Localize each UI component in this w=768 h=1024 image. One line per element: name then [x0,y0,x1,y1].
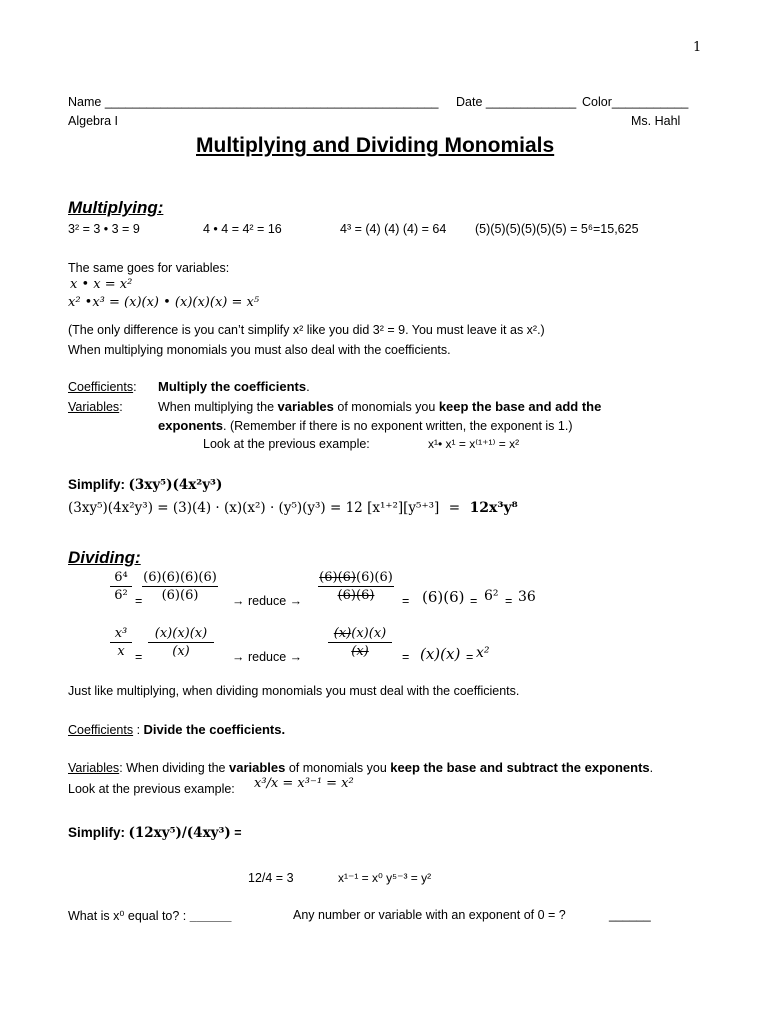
div-previous-example-label: Look at the previous example: [68,782,235,796]
simplify-expression: (12xy⁵)/(4xy³) [128,825,231,841]
coefficients-rule-period: . [306,379,310,394]
div-work-variables: x¹⁻¹ = x⁰ y⁵⁻³ = y² [338,871,432,885]
fraction-6-reduced [318,570,394,603]
variables-rule-text2: of monomials you [333,400,439,414]
question-zero-exponent-text: Any number or variable with an exponent of 0 = ? [293,908,566,922]
color-field[interactable]: Color___________ [582,95,689,109]
fraction-denominator: (x) [351,644,369,659]
variables-rule-bold2: keep the base and subtract the exponents [390,760,650,775]
dividing-intro: Just like multiplying, when dividing monomials you must deal with the coefficients. [68,684,520,698]
variables-colon: : [119,400,123,414]
fraction-numerator: x³ [114,626,128,641]
page-title: Multiplying and Dividing Monomials [196,134,555,157]
variables-label: Variables [68,761,120,775]
mult-note-1: (The only difference is you can’t simplify x² like you did 3² = 9. You must leave it as x².) [68,323,545,337]
question-zero-exponent [293,908,566,922]
fraction-numerator [318,570,394,585]
div-variables-row [68,760,653,775]
coefficients-rule-text: Multiply the coefficients [158,379,307,394]
mult-variables-rule-line2 [158,418,573,433]
variables-rule-bold3: exponents [158,418,224,433]
simplify-equals: = [234,826,242,840]
teacher-name: Ms. Hahl [631,114,681,128]
remaining-factors: (6)(6) [356,570,393,585]
answer-blank[interactable]: ______ [189,909,232,923]
variables-rule-bold1: variables [277,399,334,414]
mult-previous-example-label: Look at the previous example: [203,437,370,451]
equals-sign: = [135,594,143,608]
simplify-label: Simplify: [68,825,126,840]
fraction-denominator: 6² [114,588,128,603]
fraction-numerator [328,626,392,641]
page-number: 1 [693,40,702,55]
mult-solution-equals: = [448,500,461,516]
remaining-factors: (x)(x) [351,626,387,641]
struck-factors: (6)(6) [319,570,356,585]
struck-factors: (x) [333,626,352,641]
reduce-arrow-text: → reduce → [232,650,303,664]
mult-note-2: When multiplying monomials you must also deal with the coefficients. [68,343,451,357]
variables-rule-text1: : When dividing the [119,761,229,775]
coefficients-separator: : [133,723,144,737]
mult-example-1: 3² = 3 • 3 = 9 [68,222,140,236]
mult-example-3: 4³ = (4) (4) (4) = 64 [340,222,447,236]
mult-example-4: (5)(5)(5)(5)(5)(5) = 5⁶=15,625 [475,222,639,236]
mult-coefficients-row [68,380,137,394]
variables-rule-text1: When multiplying the [158,400,278,414]
reduce-arrow-text: → reduce → [232,594,303,608]
fraction-denominator: x [117,644,125,659]
variables-rule-text2: of monomials you [285,761,391,775]
fraction-6-powers [110,570,132,603]
equals-sign: = [505,594,513,608]
coefficients-label: Coefficients [68,723,134,737]
equals-sign: = [466,650,474,664]
multiplying-heading: Multiplying: [68,198,164,217]
simplify-label: Simplify: [68,477,126,492]
fraction-numerator: 6⁴ [114,570,128,585]
fraction-denominator: (x) [172,644,190,659]
variables-label: Variables [68,400,120,414]
course-name: Algebra I [68,114,119,128]
dividing-heading: Dividing: [68,548,141,567]
coefficients-colon: : [133,380,137,394]
fraction-x-powers [110,626,132,659]
mult-solution-row [68,500,518,516]
variables-rule-text3: . (Remember if there is no exponent written, the exponent is 1.) [223,419,573,433]
coefficients-label: Coefficients [68,380,134,394]
variables-intro: The same goes for variables: [68,261,230,275]
div-work-coefficients: 12/4 = 3 [248,871,294,885]
mult-simplify-row [68,477,222,493]
question-x-zero [68,908,231,923]
fraction-numerator: (x)(x)(x) [154,626,208,641]
variables-rule-bold1: variables [228,760,286,775]
div-simplify-row [68,825,242,841]
simplify-expression: (3xy⁵)(4x²y³) [128,477,223,493]
mult-variables-rule-line1 [158,399,601,414]
mult-previous-example-expr: x¹• x¹ = x⁽¹⁺¹⁾ = x² [428,437,520,451]
result-product: (x)(x) [420,645,461,663]
name-field[interactable]: Name ________________________________________________ [68,95,439,109]
fraction-x-reduced [328,626,392,659]
fraction-denominator: (6)(6) [161,588,199,603]
fraction-6-expanded [142,570,218,603]
coefficients-rule-text: Divide the coefficients. [143,722,286,737]
div-coefficients-row [68,722,285,737]
mult-solution-expression: (3xy⁵)(4x²y³) = (3)(4) · (x)(x²) · (y⁵)(y³) = 12 [x¹⁺²][y⁵⁺³] [68,500,440,516]
equals-sign: = [470,594,478,608]
result-product: (6)(6) [422,588,465,606]
mult-variables-row [68,400,123,414]
fraction-x-expanded [148,626,214,659]
equals-sign: = [402,650,410,664]
equals-sign: = [135,650,143,664]
result-power: x² [476,645,490,661]
div-previous-example-expr: x³/x = x³⁻¹ = x² [254,776,354,791]
equals-sign: = [402,594,410,608]
mult-coefficients-rule [158,379,310,394]
variables-rule-text3: . [649,761,654,775]
result-power: 6² [484,588,499,604]
result-value: 36 [518,589,536,605]
fraction-denominator: (6)(6) [337,588,375,603]
question-x-zero-text: What is x⁰ equal to? : [68,909,190,923]
fraction-numerator: (6)(6)(6)(6) [143,570,217,585]
mult-example-2: 4 • 4 = 4² = 16 [203,222,282,236]
variable-example-2: x² •x³ = (x)(x) • (x)(x)(x) = x⁵ [68,295,260,310]
variable-example-1: x • x = x² [70,277,133,292]
answer-blank[interactable]: ______ [609,908,651,922]
variables-rule-bold2: keep the base and add the [438,399,602,414]
date-field[interactable]: Date _____________ [456,95,577,109]
mult-solution-result: 12x³y⁸ [469,500,518,516]
